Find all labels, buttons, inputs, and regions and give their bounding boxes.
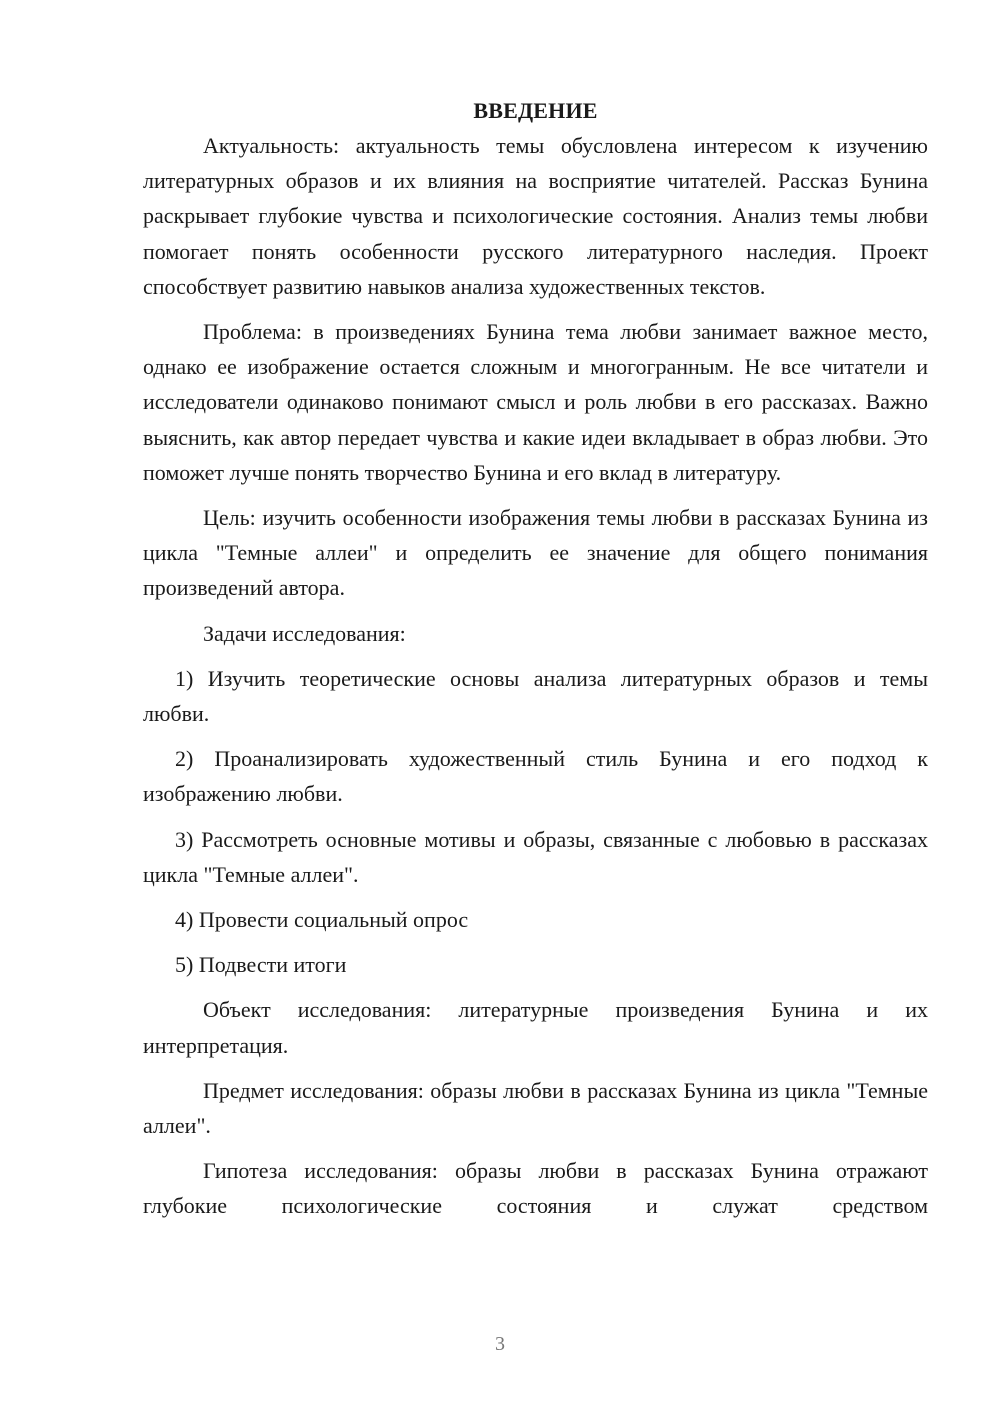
page-number: 3 <box>495 1333 505 1355</box>
paragraph-goal: Цель: изучить особенности изображения темы любви в рассказах Бунина из цикла "Темные аллеи" и определить ее значение для общего понимания произведений автора. <box>143 505 928 601</box>
paragraph-problem: Проблема: в произведениях Бунина тема любви занимает важное место, однако ее изображение остается сложным и многогранным. Не все читатели и исследователи одинаково понимают смысл и роль любви в его рассказах. Важно выяснить, как автор передает чувства и какие идеи вкладывает в образ любви. Это поможет лучше понять творчество Бунина и его вклад в литературу. <box>143 319 928 485</box>
task-item-3: 3) Рассмотреть основные мотивы и образы, связанные с любовью в рассказах цикла "Темные аллеи". <box>143 826 928 887</box>
paragraph-object: Объект исследования: литературные произведения Бунина и их интерпретация. <box>143 997 928 1058</box>
task-item-5: 5) Подвести итоги <box>175 952 347 978</box>
task-item-4: 4) Провести социальный опрос <box>175 907 469 933</box>
task-item-2: 2) Проанализировать художественный стиль Бунина и его подход к изображению любви. <box>143 746 928 807</box>
section-heading: ВВЕДЕНИЕ <box>473 98 598 123</box>
page-content <box>143 93 928 1224</box>
paragraph-subject: Предмет исследования: образы любви в рассказах Бунина из цикла "Темные аллеи". <box>143 1077 928 1139</box>
tasks-title: Задачи исследования: <box>203 620 406 646</box>
paragraph-relevance: Актуальность: актуальность темы обусловлена интересом к изучению литературных образов и их влияния на восприятие читателей. Рассказ Бунина раскрывает глубокие чувства и психологические состояния. Анализ темы любви помогает понять особенности русского литературного наследия. Проект способствует развитию навыков анализа художественных текстов. <box>143 133 928 299</box>
paragraph-hypothesis: Гипотеза исследования: образы любви в рассказах Бунина отражают глубокие психологические состояния и служат средством <box>143 1158 928 1219</box>
task-item-1: 1) Изучить теоретические основы анализа литературных образов и темы любви. <box>143 665 928 727</box>
